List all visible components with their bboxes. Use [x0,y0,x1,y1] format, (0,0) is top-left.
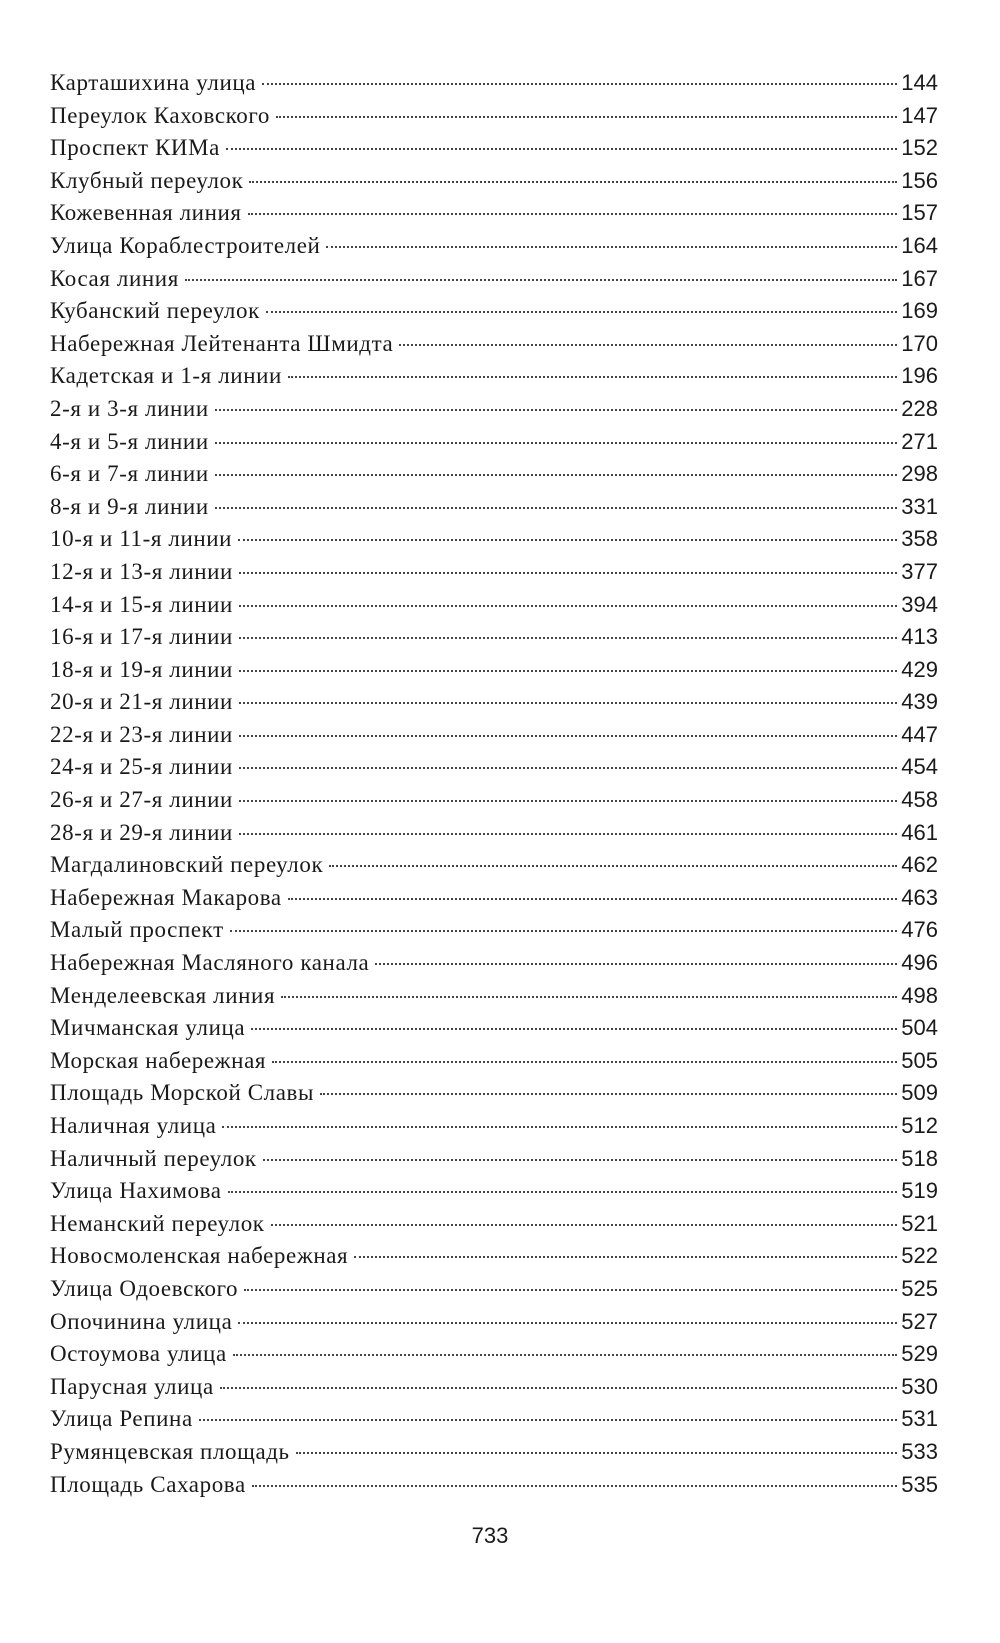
toc-entry-title: Кадетская и 1-я линии [50,363,282,389]
toc-entry [50,1211,938,1244]
toc-entry-title: Менделеевская линия [50,982,276,1008]
toc-entry-page: 458 [901,787,938,813]
toc-entry-title: 28-я и 29-я линии [50,819,233,845]
toc-entry-title: Набережная Масляного канала [50,950,370,976]
toc-entry-title: Карташихина улица [50,70,257,95]
toc-entry-title: 16-я и 17-я линии [50,624,233,650]
toc-entry-title: Парусная улица [50,1373,214,1399]
dot-leader [239,572,897,574]
toc-entry-page: 144 [901,70,938,95]
dot-leader [296,1452,898,1454]
toc-entry [50,592,938,625]
toc-entry [50,983,938,1016]
toc-entry-page: 462 [901,852,938,878]
toc-entry-page: 531 [901,1406,938,1432]
toc-entry-title: Мичманская улица [50,1015,246,1041]
dot-leader [354,1256,897,1258]
toc-entry-page: 271 [901,428,938,454]
toc-entry-page: 512 [901,1113,938,1138]
toc-entry [50,168,938,201]
toc-entry-page: 505 [901,1047,938,1073]
toc-entry-page: 377 [901,558,938,584]
dot-leader [185,279,897,281]
dot-leader [215,409,898,411]
toc-entry [50,1178,938,1211]
toc-entry [50,363,938,396]
toc-entry [50,1113,938,1146]
toc-entry-page: 533 [901,1438,938,1464]
dot-leader [230,930,898,932]
toc-entry-title: Кубанский переулок [50,298,260,324]
toc-entry-page: 521 [901,1210,938,1236]
toc-entry-page: 439 [901,689,938,715]
toc-entry-title: 14-я и 15-я линии [50,591,233,617]
toc-entry [50,1309,938,1342]
toc-entry [50,1048,938,1081]
toc-entry-page: 164 [901,232,938,258]
dot-leader [262,83,897,85]
toc-entry [50,429,938,462]
dot-leader [281,996,897,998]
toc-entry-page: 504 [901,1015,938,1041]
page-number: 733 [471,1523,509,1548]
toc-entry-title: Остоумова улица [50,1341,227,1367]
dot-leader [249,181,897,183]
dot-leader [266,311,897,313]
toc-entry-page: 156 [901,167,938,193]
dot-leader [199,1419,898,1421]
toc-entry-page: 196 [901,363,938,389]
toc-entry-page: 522 [901,1243,938,1269]
toc-entry [50,1406,938,1439]
toc-entry-page: 152 [901,135,938,161]
toc-entry-title: 24-я и 25-я линии [50,754,233,780]
dot-leader [276,116,897,118]
toc-entry-page: 509 [901,1080,938,1106]
dot-leader [238,539,897,541]
toc-entry-page: 169 [901,298,938,324]
dot-leader [320,1093,897,1095]
toc-entry-title: 2-я и 3-я линии [50,395,209,421]
toc-entry [50,233,938,266]
toc-entry-title: Улица Кораблестроителей [50,232,321,258]
toc-entry-title: 10-я и 11-я линии [50,526,233,552]
toc-entry-page: 535 [901,1471,938,1497]
toc-entry [50,917,938,950]
toc-entry-page: 496 [901,950,938,976]
toc-entry [50,135,938,168]
toc-entry [50,787,938,820]
toc-entry-page: 413 [901,624,938,650]
toc-entry-page: 170 [901,330,938,356]
toc-entry-title: 6-я и 7-я линии [50,461,209,487]
dot-leader [263,1159,898,1161]
toc-entry-title: Клубный переулок [50,167,244,193]
toc-entry-title: 12-я и 13-я линии [50,558,233,584]
toc-entry-page: 530 [901,1373,938,1399]
toc-entry-page: 331 [901,493,938,519]
toc-entry [50,1374,938,1407]
toc-entry [50,1243,938,1276]
toc-entry-page: 157 [901,200,938,226]
toc-entry [50,461,938,494]
toc-entry-page: 529 [901,1341,938,1367]
dot-leader [252,1485,898,1487]
toc-entry [50,494,938,527]
dot-leader [222,1126,897,1128]
toc-entry-title: Площадь Морской Славы [50,1080,315,1106]
toc-entry [50,1015,938,1048]
dot-leader [326,246,897,248]
toc-entry [50,624,938,657]
toc-entry-title: Переулок Каховского [50,102,270,128]
toc-entry-title: Наличная улица [50,1113,217,1138]
toc-entry-title: 4-я и 5-я линии [50,428,209,454]
toc-entry [50,852,938,885]
toc-entry [50,689,938,722]
dot-leader [271,1224,898,1226]
table-of-contents [50,70,938,1504]
toc-entry-page: 394 [901,591,938,617]
toc-entry [50,266,938,299]
toc-entry-page: 461 [901,819,938,845]
toc-entry-title: Проспект КИМа [50,135,220,161]
toc-entry-page: 476 [901,917,938,943]
toc-entry-title: Новосмоленская набережная [50,1243,349,1269]
toc-entry-page: 429 [901,656,938,682]
toc-entry-title: 20-я и 21-я линии [50,689,233,715]
dot-leader [399,344,897,346]
toc-entry [50,754,938,787]
toc-entry-page: 527 [901,1308,938,1334]
dot-leader [239,605,897,607]
dot-leader [238,1322,897,1324]
dot-leader [239,833,897,835]
dot-leader [239,670,897,672]
toc-entry-title: Малый проспект [50,917,224,943]
toc-entry-title: Улица Нахимова [50,1178,222,1204]
dot-leader [226,148,897,150]
toc-entry [50,103,938,136]
toc-entry [50,950,938,983]
dot-leader [215,442,898,444]
toc-entry-title: Наличный переулок [50,1145,257,1171]
dot-leader [248,213,898,215]
toc-entry-title: 8-я и 9-я линии [50,493,209,519]
toc-entry-page: 454 [901,754,938,780]
toc-entry [50,1341,938,1374]
toc-entry-page: 525 [901,1275,938,1301]
toc-entry [50,559,938,592]
toc-entry [50,1439,938,1472]
toc-entry-title: 18-я и 19-я линии [50,656,233,682]
toc-entry [50,298,938,331]
toc-entry [50,1146,938,1179]
toc-entry [50,331,938,364]
toc-entry [50,657,938,690]
dot-leader [228,1191,898,1193]
dot-leader [239,637,897,639]
dot-leader [329,865,897,867]
toc-entry-page: 519 [901,1178,938,1204]
toc-entry [50,885,938,918]
toc-entry-page: 498 [901,982,938,1008]
toc-entry-title: Набережная Лейтенанта Шмидта [50,330,394,356]
toc-entry-title: 26-я и 27-я линии [50,787,233,813]
dot-leader [215,474,898,476]
dot-leader [239,767,897,769]
dot-leader [215,507,898,509]
toc-entry [50,200,938,233]
toc-entry-title: Улица Репина [50,1406,193,1432]
toc-entry-page: 298 [901,461,938,487]
toc-entry-title: 22-я и 23-я линии [50,721,233,747]
dot-leader [239,702,897,704]
toc-entry [50,1276,938,1309]
toc-entry-title: Площадь Сахарова [50,1471,246,1497]
toc-entry-page: 167 [901,265,938,291]
toc-entry-page: 228 [901,395,938,421]
toc-entry-page: 518 [901,1145,938,1171]
dot-leader [251,1028,897,1030]
toc-entry [50,1080,938,1113]
toc-entry-title: Косая линия [50,265,179,291]
toc-entry-title: Морская набережная [50,1047,267,1073]
toc-entry-title: Набережная Макарова [50,884,282,910]
dot-leader [239,735,897,737]
toc-entry-page: 447 [901,721,938,747]
toc-entry [50,722,938,755]
toc-entry-title: Улица Одоевского [50,1275,239,1301]
dot-leader [375,963,897,965]
toc-entry-title: Опочинина улица [50,1308,233,1334]
dot-leader [288,898,898,900]
dot-leader [288,376,897,378]
toc-entry-title: Неманский переулок [50,1210,265,1236]
toc-entry-title: Магдалиновский переулок [50,852,324,878]
toc-entry [50,526,938,559]
dot-leader [272,1061,897,1063]
dot-leader [244,1289,897,1291]
toc-entry-title: Румянцевская площадь [50,1438,290,1464]
toc-entry [50,396,938,429]
toc-entry [50,70,938,103]
toc-entry [50,820,938,853]
dot-leader [233,1354,898,1356]
toc-entry [50,1472,938,1505]
toc-entry-page: 358 [901,526,938,552]
dot-leader [220,1387,898,1389]
toc-entry-page: 147 [901,102,938,128]
toc-entry-title: Кожевенная линия [50,200,242,226]
toc-entry-page: 463 [901,884,938,910]
dot-leader [239,800,897,802]
